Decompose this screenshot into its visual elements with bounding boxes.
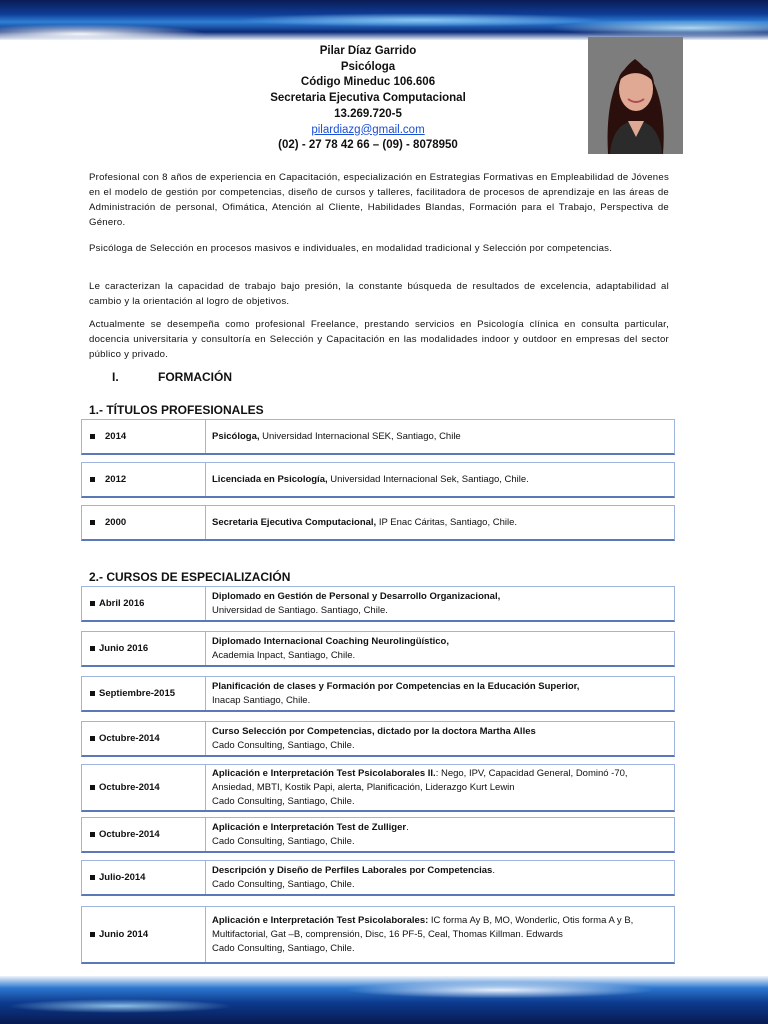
course-entry	[81, 817, 675, 853]
course-entry	[81, 586, 675, 622]
title-year: 2012	[105, 474, 127, 485]
profile-paragraph-2: Psicóloga de Selección en procesos masivos e individuales, en modalidad tradicional y Selección por competencias.	[89, 243, 613, 254]
course-date-cell	[82, 818, 206, 851]
person-name: Pilar Díaz Garrido	[319, 45, 417, 57]
bullet-icon	[90, 434, 95, 439]
bullet-icon	[90, 520, 95, 525]
course-date-cell	[82, 861, 206, 894]
course-place: Cado Consulting, Santiago, Chile.	[212, 835, 355, 847]
bullet-icon	[90, 601, 95, 606]
course-date: Octubre-2014	[99, 782, 160, 793]
profile-paragraph-4: Actualmente se desempeña como profesional Freelance, prestando servicios en Psicología clínica en consulta particular, docencia universitaria y consultoría en Selección y Capacitación en las modalidades indoor y outdoor en empresas del sector público y privado.	[89, 319, 669, 360]
top-decorative-band	[0, 0, 768, 40]
course-date: Julio-2014	[99, 872, 146, 883]
phone-numbers: (02) - 27 78 42 66 – (09) - 8078950	[278, 139, 458, 152]
bullet-icon	[90, 875, 95, 880]
course-date: Septiembre-2015	[99, 688, 176, 699]
mineduc-code: Código Mineduc 106.606	[300, 76, 436, 89]
title-description	[206, 506, 674, 539]
bullet-icon	[90, 646, 95, 651]
course-title: Planificación de clases y Formación por Competencias en la Educación Superior,	[212, 680, 580, 692]
bullet-icon	[90, 932, 95, 937]
course-title: Aplicación e Interpretación Test de Zulliger	[212, 821, 407, 833]
title-year: 2014	[105, 431, 127, 442]
course-detail: .	[406, 821, 409, 833]
course-title: Diplomado en Gestión de Personal y Desarrollo Organizacional,	[212, 590, 501, 602]
course-date: Octubre-2014	[99, 829, 160, 840]
course-date-cell	[82, 677, 206, 710]
course-entry	[81, 631, 675, 667]
email-link[interactable]: pilardiazg@gmail.com	[311, 123, 425, 136]
degree-name: Secretaria Ejecutiva Computacional,	[212, 516, 377, 528]
course-place: Universidad de Santiago. Santiago, Chile.	[212, 604, 388, 616]
section-title: FORMACIÓN	[158, 370, 232, 384]
profile-paragraph-3: Le caracterizan la capacidad de trabajo bajo presión, la constante búsqueda de resultados de excelencia, adaptabilidad al cambio y la orientación al logro de objetivos.	[89, 281, 669, 307]
course-place: Cado Consulting, Santiago, Chile.	[212, 878, 355, 890]
course-description	[206, 765, 674, 810]
degree-name: Licenciada en Psicología,	[212, 473, 328, 485]
rut-number: 13.269.720-5	[334, 107, 402, 120]
course-title: Diplomado Internacional Coaching Neurolingüístico,	[212, 635, 449, 647]
secondary-title: Secretaria Ejecutiva Computacional	[270, 92, 466, 105]
course-date-cell	[82, 632, 206, 665]
courses-heading: 2.- CURSOS DE ESPECIALIZACIÓN	[89, 570, 291, 584]
titles-heading: 1.- TÍTULOS PROFESIONALES	[89, 403, 264, 417]
institution: Universidad Internacional Sek, Santiago, Chile.	[327, 473, 529, 485]
course-description	[206, 861, 674, 894]
institution: IP Enac Cáritas, Santiago, Chile.	[376, 516, 518, 528]
course-detail: : Nego, IPV, Capacidad General, Dominó -70, Ansiedad, MBTI, Kostik Papi, alerta, Planificación, Liderazgo Kurt Lewin	[212, 767, 628, 793]
institution: Universidad Internacional SEK, Santiago, Chile	[259, 430, 461, 442]
course-date: Octubre-2014	[99, 733, 160, 744]
course-detail: .	[492, 864, 495, 876]
profession: Psicóloga	[340, 60, 396, 73]
course-date: Junio 2016	[99, 643, 149, 654]
bullet-icon	[90, 477, 95, 482]
bullet-icon	[90, 832, 95, 837]
course-description	[206, 907, 674, 962]
title-description	[206, 463, 674, 496]
section-heading-formacion	[112, 370, 232, 384]
title-year-cell	[82, 420, 206, 453]
course-place: Cado Consulting, Santiago, Chile.	[212, 795, 355, 807]
course-place: Cado Consulting, Santiago, Chile.	[212, 942, 355, 954]
course-entry	[81, 676, 675, 712]
course-entry	[81, 721, 675, 757]
section-number: I.	[112, 370, 119, 384]
bottom-decorative-band	[0, 976, 768, 1024]
title-year: 2000	[105, 517, 127, 528]
course-entry	[81, 860, 675, 896]
course-date-cell	[82, 907, 206, 962]
bullet-icon	[90, 691, 95, 696]
course-date: Junio 2014	[99, 929, 149, 940]
course-description	[206, 677, 674, 710]
course-description	[206, 632, 674, 665]
contact-header	[200, 44, 536, 154]
profile-photo	[588, 37, 683, 154]
course-date-cell	[82, 587, 206, 620]
course-place: Cado Consulting, Santiago, Chile.	[212, 739, 355, 751]
course-date-cell	[82, 722, 206, 755]
course-description	[206, 818, 674, 851]
title-entry	[81, 505, 675, 541]
course-description	[206, 722, 674, 755]
title-year-cell	[82, 463, 206, 496]
course-date-cell	[82, 765, 206, 810]
title-entry	[81, 419, 675, 455]
title-description	[206, 420, 674, 453]
course-title: Descripción y Diseño de Perfiles Laborales por Competencias	[212, 864, 493, 876]
course-title: Aplicación e Interpretación Test Psicolaborales:	[212, 914, 429, 926]
bullet-icon	[90, 736, 95, 741]
course-date: Abril 2016	[99, 598, 145, 609]
title-entry	[81, 462, 675, 498]
title-year-cell	[82, 506, 206, 539]
course-title: Aplicación e Interpretación Test Psicolaborales II.	[212, 767, 436, 779]
profile-paragraph-1: Profesional con 8 años de experiencia en Capacitación, especialización en Estrategias Formativas en Empleabilidad de Jóvenes en el modelo de gestión por competencias, diseño de cursos y talleres, facilitadora de procesos de aprendizaje en las áreas de Administración de personal, Ofimática, Atención al Cliente, Habilidades Blandas, Formación para el Trabajo, Perspectiva de Género.	[89, 172, 669, 228]
course-entry	[81, 764, 675, 812]
course-place: Inacap Santiago, Chile.	[212, 694, 311, 706]
course-detail: IC forma Ay B, MO, Wonderlic, Otis forma A y B, Multifactorial, Gat –B, comprensión, Disc, 16 PF-5, Ceal, Thomas Killman. Edwards	[212, 914, 634, 940]
course-place: Academia Inpact, Santiago, Chile.	[212, 649, 356, 661]
bullet-icon	[90, 785, 95, 790]
course-title: Curso Selección por Competencias, dictado por la doctora Martha Alles	[212, 725, 536, 737]
course-description	[206, 587, 674, 620]
course-entry	[81, 906, 675, 964]
degree-name: Psicóloga,	[212, 430, 260, 442]
